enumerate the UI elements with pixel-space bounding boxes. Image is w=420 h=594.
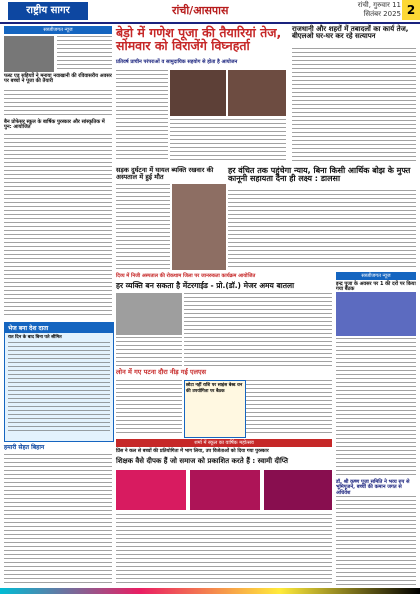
- edition-date: रांची, गुरुवार 11 सितंबर 2025: [357, 1, 401, 18]
- left-box-head: भेज बना देश दाता: [5, 323, 113, 333]
- mid-text-2: [228, 190, 416, 270]
- top-photo-1: [170, 70, 226, 116]
- bottom-right-head: डॉ. श्री कृष्ण पूजा समिति ने भव्य रुप से भूमिपूजन, बच्चों की कमान जगत से अधिवेश: [336, 479, 410, 496]
- left-text-4: [4, 454, 112, 584]
- mid-left-head: सड़क दुर्घटना में घायल ब्यक्ति रखवार की अस्पताल में हुई मौत: [116, 166, 214, 181]
- right-top-text: [292, 48, 416, 164]
- lower-headline: हर व्यक्ति बन सकता है मेंटरगाईड - प्रो.(डॉ.) मेजर अमय बातला: [116, 281, 295, 290]
- left-photo: [4, 36, 54, 72]
- top-photo-2: [228, 70, 286, 116]
- section-title: रांची/आसपास: [172, 4, 229, 17]
- lower-text-3: [116, 380, 182, 436]
- lower-left-head: लोन में गए पटना दौरा नीड़ गई एलएस: [116, 368, 207, 376]
- right-col-head: इन्द्र पूजा के अवसर पर 1 की दरों पर किया गया बैठक: [336, 281, 416, 293]
- lower-sub-head: प्रिंस ने कल से बच्चों की प्रतियोगिता में भाग लिया, उप विजेताओं को दिया गया पुरस्कार: [116, 449, 269, 454]
- bottom-right-text: [336, 496, 416, 586]
- right-photo: [336, 292, 416, 336]
- lower-strip-2: शर्मा में स्कूल का वार्षिक महोत्सव: [116, 439, 332, 447]
- bottom-photo-2: [190, 470, 260, 510]
- bottom-headline: शिक्षक वैसे दीपक हैं जो समाज को प्रकाशित करते हैं : स्वामी दीप्ति: [116, 457, 288, 465]
- left-box-text: [8, 342, 110, 434]
- left-bottom-head: हमारी सेहत बिहान: [4, 444, 45, 451]
- lower-text-1: [116, 337, 182, 367]
- mid-text-1: [116, 184, 170, 270]
- left-text: [57, 36, 112, 72]
- left-text-2: [4, 90, 112, 118]
- lower-boxed-head: छोटा नहीं राशि पर साइंस बेस्ड धन की उपयोगिता पर बैठक: [186, 383, 243, 394]
- left-box: [4, 322, 114, 442]
- left-box-sub: रात दिन के बाद बिना पते सीमित: [8, 335, 62, 340]
- brand-logo: राष्ट्रीय सागर: [8, 2, 88, 20]
- page-number: 2: [402, 0, 420, 20]
- lower-photo-1: [116, 293, 182, 335]
- right-strip: सब्जीजगत न्यूज: [336, 272, 416, 280]
- mid-headline: हर वंचित तक पहुंचेगा न्याय, बिना किसी आर्थिक बोझ के मुफ्त कानूनी सहायता देना ही लक्ष्य : डालसा: [228, 166, 411, 184]
- top-kicker: प्रतिवर्ष प्राचीन परंपराओं व सामुदायिक सहयोग से होता है आयोजन: [116, 59, 238, 65]
- bottom-text: [116, 514, 332, 586]
- top-headline: बेड़ो में गणेश पूजा की तैयारियां तेज, सोमवार को विराजेंगे विघ्नहर्ता: [116, 25, 282, 54]
- lower-banner: दिव्य में निजी अस्पताल की रोकथाम जिला पर जानरुकता कार्यक्रम आयोजित: [116, 273, 256, 279]
- lower-text-2: [184, 293, 332, 367]
- lower-text-4: [246, 380, 332, 436]
- right-text: [336, 338, 416, 478]
- bottom-photo-3: [264, 470, 332, 510]
- registration-strip: [0, 588, 420, 594]
- left-text-3: [4, 134, 112, 316]
- mid-photo: [172, 184, 226, 270]
- left-story2-head: बैन प्रोफेसर स्कूल के बार्षिक पुरस्कार और सांस्कृतिक में पुन: आयोजित: [4, 119, 105, 131]
- bottom-photo-1: [116, 470, 186, 510]
- left-strip: सब्जीजगत न्यूज: [4, 26, 112, 34]
- left-story1-head: फस्ट एड सहियाों ने मनाया नवाखानी की रविवासरीय अवसर पर बच्चों ने पूजा की तैयारी: [4, 73, 112, 85]
- top-text-1: [116, 70, 168, 162]
- right-top-headline: राजधानी और शहरों में तबादलों का कार्य तेज, बीएलओ घर-घर कर रहे सत्यापन: [292, 25, 409, 41]
- lower-boxed: [184, 380, 246, 438]
- top-text-2: [170, 119, 286, 163]
